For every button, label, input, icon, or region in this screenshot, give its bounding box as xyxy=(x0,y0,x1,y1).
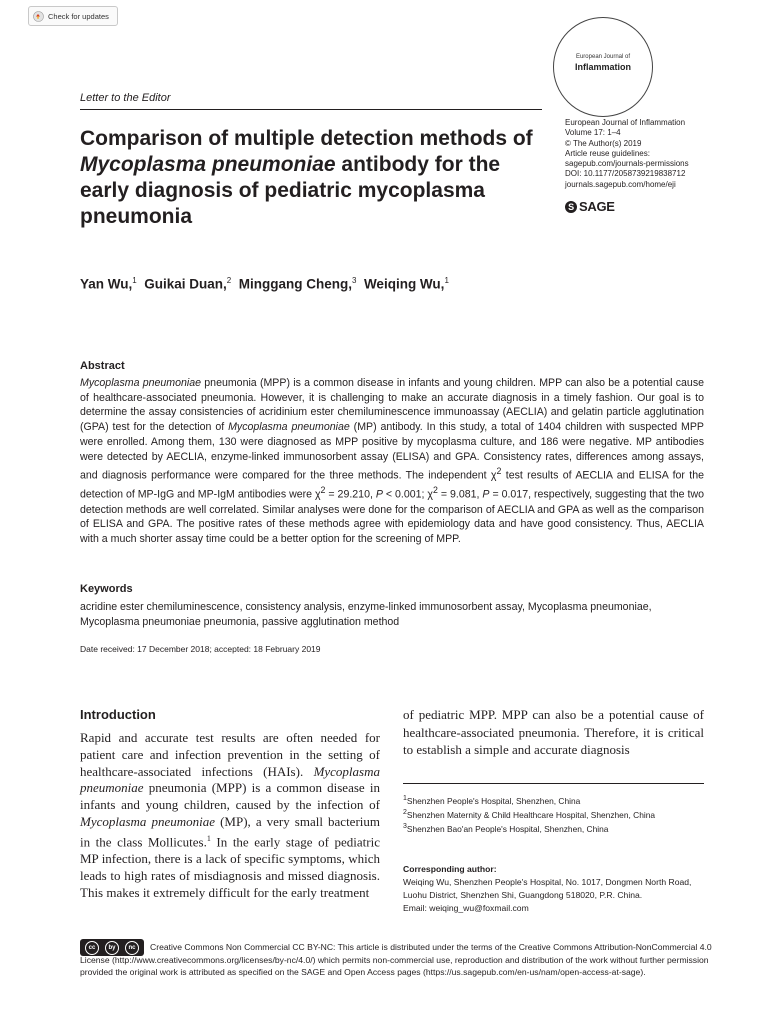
affiliation-marker: 2 xyxy=(226,276,232,285)
article-type: Letter to the Editor xyxy=(80,92,171,104)
intro-right-column: of pediatric MPP. MPP can also be a potential cause of healthcare-associated pneumonia. Therefore, it is critical to establish a simple and accurate diagnosis xyxy=(403,707,704,758)
journal-logo-title: Inflammation xyxy=(574,62,631,72)
corresponding-author-details xyxy=(403,876,708,915)
superscript: 2 xyxy=(320,485,326,496)
affiliations xyxy=(403,793,704,834)
reference-link[interactable]: 1 xyxy=(206,833,211,843)
updates-label: Check for updates xyxy=(48,11,109,21)
meta-line: Article reuse guidelines: xyxy=(565,148,650,158)
meta-line: European Journal of Inflammation xyxy=(565,118,686,127)
meta-link[interactable]: sagepub.com/journals-permissions xyxy=(565,159,689,169)
footnote-divider xyxy=(403,783,704,784)
abstract-text: test results of AECLIA and ELISA for the detection of MP-IgG and MP-IgM antibodies were χ xyxy=(80,469,704,501)
author-name[interactable]: Minggang Cheng, xyxy=(238,276,352,292)
abstract-text: = 9.081, xyxy=(437,488,483,501)
affiliation-item: $^2$Shenzhen Maternity & Child Healthcare Hospital, Shenzhen, China xyxy=(403,808,656,820)
intro-text: Rapid and accurate test results are often needed for patient care and infection prevention in the setting of healthcare-associated infections (HAIs). xyxy=(80,730,380,779)
intro-italic: Mycoplasma pneumoniae xyxy=(80,763,380,796)
corresponding-address: Weiqing Wu, Shenzhen People's Hospital, No. 1017, Dongmen North Road, Luohu District, Shenzhen Shi, Guangdong 518020, P.R. China. xyxy=(403,877,692,900)
intro-text: pneumonia (MPP) is a common disease in infants and young children, caused by the infection of xyxy=(80,780,380,813)
author-name[interactable]: Yan Wu, xyxy=(80,276,133,292)
intro-text: (MP), a very small bacterium in the class Mollicutes. xyxy=(80,813,380,850)
journal-logo xyxy=(553,17,653,117)
updates-icon xyxy=(33,11,44,22)
p-symbol: P xyxy=(482,488,490,501)
meta-doi[interactable]: DOI: 10.1177/2058739219838712 xyxy=(565,169,686,179)
title-text-1: Comparison of multiple detection methods of xyxy=(80,127,533,150)
journal-metadata xyxy=(565,118,755,190)
license-text: Creative Commons Non Commercial CC BY-NC: This article is distributed under the terms of the Creative Commons Attribution-NonCommercial 4.0 License (http://www.creativecommons.org/licenses/by-nc/4.0/) which permits non-commercial use, reproduction and distribution of the work without further permission provided the original work is attributed as specified on the SAGE and Open Access pages (https://us.sagepub.com/en-us/nam/open-access-at-sage). xyxy=(80,942,712,978)
abstract-text: (MP) antibody. In this study, a total of 1404 children with suspected MPP were enrolled. Among them, 130 were diagnosed as MPP positive by mycoplasma culture, and 186 were negative. MP antibodies were detected by AECLIA, enzyme-linked immunosorbent assay (ELISA) and GPA. Consistency rates, differences among assays, and diagnosis performance were compared for the three methods. The independent χ xyxy=(80,421,704,482)
affiliation-item: $^1$Shenzhen People's Hospital, Shenzhen, China xyxy=(403,795,581,806)
abstract-heading: Abstract xyxy=(80,360,125,372)
article-title xyxy=(80,126,540,230)
intro-italic: Mycoplasma pneumoniae xyxy=(80,813,216,829)
abstract-text: pneumonia (MPP) is a common disease in infants and young children. MPP can also be a potential cause of healthcare-associated pneumonia. However, it is challenging to make an accurate diagnosis in a timely fashion. Our goal is to determine the assay consistencies of acridinium ester chemiluminescence immunoassay (AECLIA) and gelatin particle agglutination (GPA) test for the detection of xyxy=(80,377,705,434)
meta-link[interactable]: journals.sagepub.com/home/eji xyxy=(565,179,676,189)
author-name[interactable]: Guikai Duan, xyxy=(144,276,227,292)
introduction-heading: Introduction xyxy=(80,707,156,722)
publisher-name: SAGE xyxy=(579,199,615,214)
corresponding-email[interactable]: Email: weiqing_wu@foxmail.com xyxy=(403,903,529,913)
author-name[interactable]: Weiqing Wu, xyxy=(363,276,445,292)
meta-line: © The Author(s) 2019 xyxy=(565,138,642,148)
p-symbol: P xyxy=(375,488,383,501)
superscript: 2 xyxy=(433,485,438,496)
abstract-italic: Mycoplasma pneumoniae xyxy=(228,421,350,434)
corresponding-author-heading: Corresponding author: xyxy=(403,864,497,874)
journal-logo-subtitle: European Journal of xyxy=(575,54,631,60)
abstract-text: = 29.210, xyxy=(325,488,376,501)
abstract-text: = 0.017, respectively, suggesting that the two detection methods are well correlated. Similar analyses were done for the comparison of AECLIA and GPA as well as the comparison of ELISA and GPA. The positive rates of these methods agree with epidemiology data and have good consistency. Thus, AECLIA with a much shorter assay time could be a better option for the screening of MPP. xyxy=(80,488,704,546)
sage-icon: S xyxy=(565,201,577,213)
publisher-logo xyxy=(565,199,615,214)
affiliation-marker: 1 xyxy=(444,276,449,285)
author-list xyxy=(80,276,449,292)
header-divider xyxy=(80,109,542,110)
meta-line: Volume 17: 1–4 xyxy=(565,128,621,138)
check-for-updates-button[interactable] xyxy=(28,6,118,26)
keywords-list: acridine ester chemiluminescence, consistency analysis, enzyme-linked immunosorbent assay, Mycoplasma pneumoniae, Mycoplasma pneumoniae pneumonia, passive agglutination method xyxy=(80,601,652,628)
title-italic: Mycoplasma pneumoniae xyxy=(80,153,336,176)
affiliation-marker: 1 xyxy=(132,276,137,285)
keywords-heading: Keywords xyxy=(80,583,133,595)
affiliation-item: $^3$Shenzhen Bao'an People's Hospital, Shenzhen, China xyxy=(403,822,609,834)
received-dates: Date received: 17 December 2018; accepted: 18 February 2019 xyxy=(80,644,321,654)
intro-text: In the early stage of pediatric MP infection, there is a lack of specific symptoms, which leads to high rates of misdiagnosis and missed diagnosis. This makes it extremely difficult for the early treatment xyxy=(80,834,380,900)
title-text-2: antibody for the early diagnosis of pediatric mycoplasma pneumonia xyxy=(80,153,501,228)
affiliation-marker: 3 xyxy=(351,276,357,285)
superscript: 2 xyxy=(496,466,502,477)
abstract-italic: Mycoplasma pneumoniae xyxy=(80,377,202,389)
cc-by-nc-icon: cc by nc xyxy=(80,939,144,956)
abstract-body xyxy=(80,376,704,547)
abstract-text: < 0.001; χ xyxy=(382,488,433,501)
intro-left-column xyxy=(80,730,380,901)
